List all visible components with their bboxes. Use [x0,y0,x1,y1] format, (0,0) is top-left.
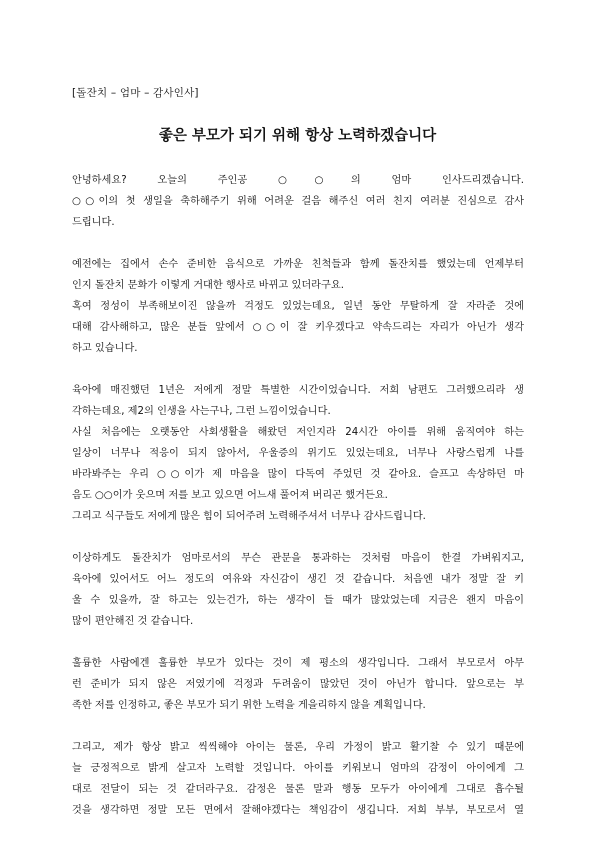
text-line: 대해 감사해하고, 많은 분들 앞에서 ○○이 잘 키우겠다고 약속드리는 자리가 아닌가 생각 [72,322,524,333]
text-line: 육아에 매진했던 1년은 저에게 정말 특별한 시간이었습니다. 저희 남편도 그러했으리라 생 [72,385,524,396]
category-label: [돌잔치 – 엄마 – 감사인사] [72,87,199,99]
text-line: 혹여 정성이 부족해보이진 않을까 걱정도 있었는데요, 일년 동안 무탈하게 잘 자라준 것에 [72,301,524,312]
text-line: 이상하게도 돌잔치가 엄마로서의 무슨 관문을 통과하는 것처럼 마음이 한결 가벼워지고, [72,553,524,564]
text-line: 런 준비가 되지 않은 저였기에 걱정과 두려움이 많았던 것이 아닌가 합니다. 앞으로는 부 [72,679,524,690]
text-line: 사실 처음에는 오랫동안 사회생활을 해왔던 저인지라 24시간 아이를 위해 움직여야 하는 [72,427,524,438]
text-line: 일상이 너무나 적응이 되지 않아서, 우울증의 위기도 있었는데요, 너무나 사랑스럽게 나를 [72,448,524,459]
text-line: 족한 저를 인정하고, 좋은 부모가 되기 위한 노력을 게을리하지 않을 계획입니다. [72,700,426,711]
paragraph [72,548,524,632]
text-line: 많이 편안해진 것 같습니다. [72,616,194,627]
text-line: 드립니다. [72,217,115,228]
paragraph [72,737,524,821]
text-line: 울 수 있을까, 잘 하고는 있는건가, 하는 생각이 들 때가 많았었는데 지금은 왠지 마음이 [72,595,524,606]
text-line: 육아에 있어서도 어느 정도의 여유와 자신감이 생긴 것 같습니다. 처음엔 내가 정말 잘 키 [72,574,524,585]
text-line: 대로 전달이 되는 것 같더라구요. 감정은 물론 말과 행동 모두가 아이에게 그대로 흡수될 [72,784,524,795]
text-line: 늘 긍정적으로 밝게 살고자 노력할 것입니다. 아이를 키워보니 엄마의 감정이 아이에게 그 [72,763,524,774]
text-line: 음도 ○○이가 웃으며 저를 보고 있으면 어느새 풀어져 버리곤 했거든요. [72,490,388,501]
text-line: ○○이의 첫 생일을 축하해주기 위해 어려운 걸음 해주신 여러 친지 여러분 진심으로 감사 [72,196,524,207]
paragraph [72,380,524,527]
text-line: 하고 있습니다. [72,343,138,354]
paragraph [72,254,524,359]
text-line: 훌륭한 사람에겐 훌륭한 부모가 있다는 것이 제 평소의 생각입니다. 그래서 부모로서 아무 [72,658,524,669]
text-line: 예전에는 집에서 손수 준비한 음식으로 가까운 친척들과 함께 돌잔치를 했었는데 언제부터 [72,259,524,270]
text-line: 바라봐주는 우리 ○○이가 제 마음을 많이 다독여 주었던 것 같아요. 슬프고 속상하던 마 [72,469,524,480]
text-line: 그리고, 제가 항상 밝고 씩씩해야 아이는 물론, 우리 가정이 밝고 활기찰 수 있기 때문에 [72,742,524,753]
paragraph [72,653,524,716]
text-line: 각하는데요, 제2의 인생을 사는구나, 그런 느낌이었습니다. [72,406,331,417]
document-body [72,170,524,842]
text-line: 그리고 식구들도 저에게 많은 힘이 되어주려 노력해주셔서 너무나 감사드립니다. [72,511,426,522]
document-title: 좋은 부모가 되기 위해 항상 노력하겠습니다 [158,128,437,144]
paragraph [72,170,524,233]
text-line: 안녕하세요? 오늘의 주인공 ○○의 엄마 인사드리겠습니다. [72,175,524,186]
text-line: 것을 생각하면 정말 모든 면에서 잘해야겠다는 책임감이 생깁니다. 저희 부부, 부모로서 열 [72,805,524,816]
text-line: 인지 돌잔치 문화가 이렇게 거대한 행사로 바뀌고 있더라구요. [72,280,344,291]
